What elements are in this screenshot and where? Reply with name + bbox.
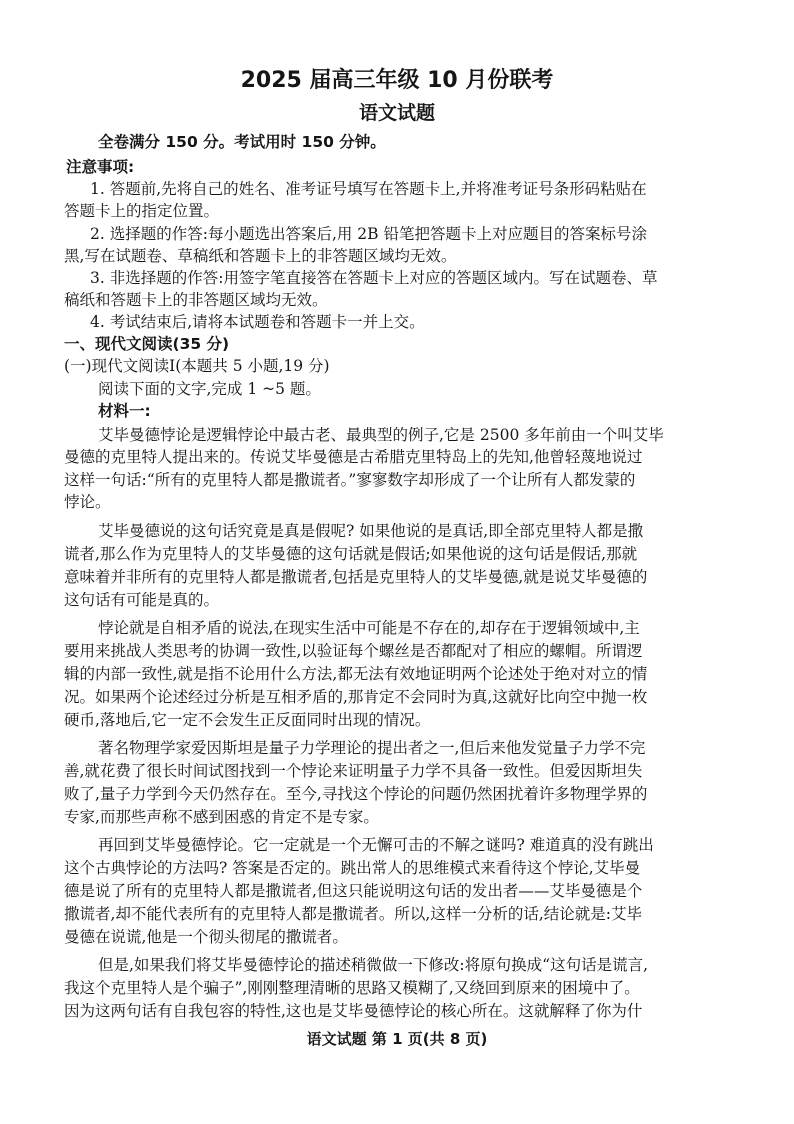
exam-subtitle: 语文试题 bbox=[358, 102, 435, 124]
reading-instruction: 阅读下面的文字,完成 1 ~5 题。 bbox=[98, 380, 321, 398]
paragraph-line: 硬币,落地后,它一定不会发生正反面同时出现的情况。 bbox=[64, 711, 431, 729]
note-line: 黑,写在试题卷、草稿纸和答题卡上的非答题区域均无效。 bbox=[64, 247, 457, 265]
paragraph-line: 这句话有可能是真的。 bbox=[64, 591, 220, 609]
note-line: 4. 考试结束后,请将本试题卷和答题卡一并上交。 bbox=[90, 313, 425, 331]
paragraph-line: 况。如果两个论述经过分析是互相矛盾的,那肯定不会同时为真,这就好比向空中抛一枚 bbox=[64, 688, 648, 706]
exam-info: 全卷满分 150 分。考试用时 150 分钟。 bbox=[98, 133, 386, 151]
paragraph-line: 这样一句话:“所有的克里特人都是撒谎者。”寥寥数字却形成了一个让所有人都发蒙的 bbox=[64, 471, 636, 489]
paragraph-line: 这个古典悖论的方法吗? 答案是否定的。跳出常人的思维模式来看待这个悖论,艾毕曼 bbox=[64, 859, 641, 877]
paragraph-line: 要用来挑战人类思考的协调一致性,以验证每个螺丝是否都配对了相应的螺帽。所谓逻 bbox=[64, 642, 643, 660]
paragraph-line: 再回到艾毕曼德悖论。它一定就是一个无懈可击的不解之谜吗? 难道真的没有跳出 bbox=[98, 836, 654, 854]
note-line: 3. 非选择题的作答:用签字笔直接答在答题卡上对应的答题区域内。写在试题卷、草 bbox=[90, 269, 658, 287]
paragraph-line: 意味着并非所有的克里特人都是撒谎者,包括是克里特人的艾毕曼德,就是说艾毕曼德的 bbox=[64, 568, 648, 586]
paragraph-line: 谎者,那么作为克里特人的艾毕曼德的这句话就是假话;如果他说的这句话是假话,那就 bbox=[64, 545, 638, 563]
paragraph-line: 艾毕曼德悖论是逻辑悖论中最古老、最典型的例子,它是 2500 多年前由一个叫艾毕 bbox=[98, 426, 664, 444]
paragraph-line: 悖论。 bbox=[64, 493, 111, 511]
paragraph-line: 著名物理学家爱因斯坦是量子力学理论的提出者之一,但后来他发觉量子力学不完 bbox=[98, 739, 646, 757]
paragraph-line: 曼德在说谎,他是一个彻头彻尾的撒谎者。 bbox=[64, 928, 348, 946]
paragraph-line: 但是,如果我们将艾毕曼德悖论的描述稍微做一下修改:将原句换成“这句话是谎言, bbox=[98, 956, 649, 974]
paragraph-line: 撒谎者,却不能代表所有的克里特人都是撒谎者。所以,这样一分析的话,结论就是:艾毕 bbox=[64, 905, 643, 923]
paragraph-line: 因为这两句话有自我包容的特性,这也是艾毕曼德悖论的核心所在。这就解释了你为什 bbox=[64, 1002, 643, 1020]
section-heading: 一、现代文阅读(35 分) bbox=[64, 335, 230, 353]
exam-title: 2025 届高三年级 10 月份联考 bbox=[240, 68, 554, 93]
note-line: 2. 选择题的作答:每小题选出答案后,用 2B 铅笔把答题卡上对应题目的答案标号涂 bbox=[90, 225, 647, 243]
note-line: 1. 答题前,先将自己的姓名、准考证号填写在答题卡上,并将准考证号条形码粘贴在 bbox=[90, 180, 647, 198]
paragraph-line: 悖论就是自相矛盾的说法,在现实生活中可能是不存在的,却存在于逻辑领域中,主 bbox=[98, 619, 640, 637]
paragraph-line: 艾毕曼德说的这句话究竟是真是假呢? 如果他说的是真话,即全部克里特人都是撒 bbox=[98, 522, 644, 540]
paragraph-line: 善,就花费了很长时间试图找到一个悖论来证明量子力学不具备一致性。但爱因斯坦失 bbox=[64, 762, 643, 780]
paragraph-line: 败了,量子力学到今天仍然存在。至今,寻找这个悖论的问题仍然困扰着许多物理学界的 bbox=[64, 785, 648, 803]
section-subheading: (一)现代文阅读Ⅰ(本题共 5 小题,19 分) bbox=[64, 357, 330, 375]
note-line: 稿纸和答题卡上的非答题区域均无效。 bbox=[64, 291, 328, 309]
note-line: 答题卡上的指定位置。 bbox=[64, 202, 220, 220]
paragraph-line: 辑的内部一致性,就是指不论用什么方法,都无法有效地证明两个论述处于绝对对立的情 bbox=[64, 665, 648, 683]
paragraph-line: 德是说了所有的克里特人都是撒谎者,但这只能说明这句话的发出者——艾毕曼德是个 bbox=[64, 882, 643, 900]
page-footer: 语文试题 第 1 页(共 8 页) bbox=[306, 1030, 488, 1048]
paragraph-line: 专家,而那些声称不感到困惑的肯定不是专家。 bbox=[64, 808, 379, 826]
paragraph-line: 我这个克里特人是个骗子”,刚刚整理清晰的思路又模糊了,又绕回到原来的困境中了。 bbox=[64, 979, 640, 997]
notes-heading: 注意事项: bbox=[66, 158, 135, 176]
material-label: 材料一: bbox=[98, 402, 151, 420]
paragraph-line: 曼德的克里特人提出来的。传说艾毕曼德是古希腊克里特岛上的先知,他曾轻蔑地说过 bbox=[64, 448, 643, 466]
